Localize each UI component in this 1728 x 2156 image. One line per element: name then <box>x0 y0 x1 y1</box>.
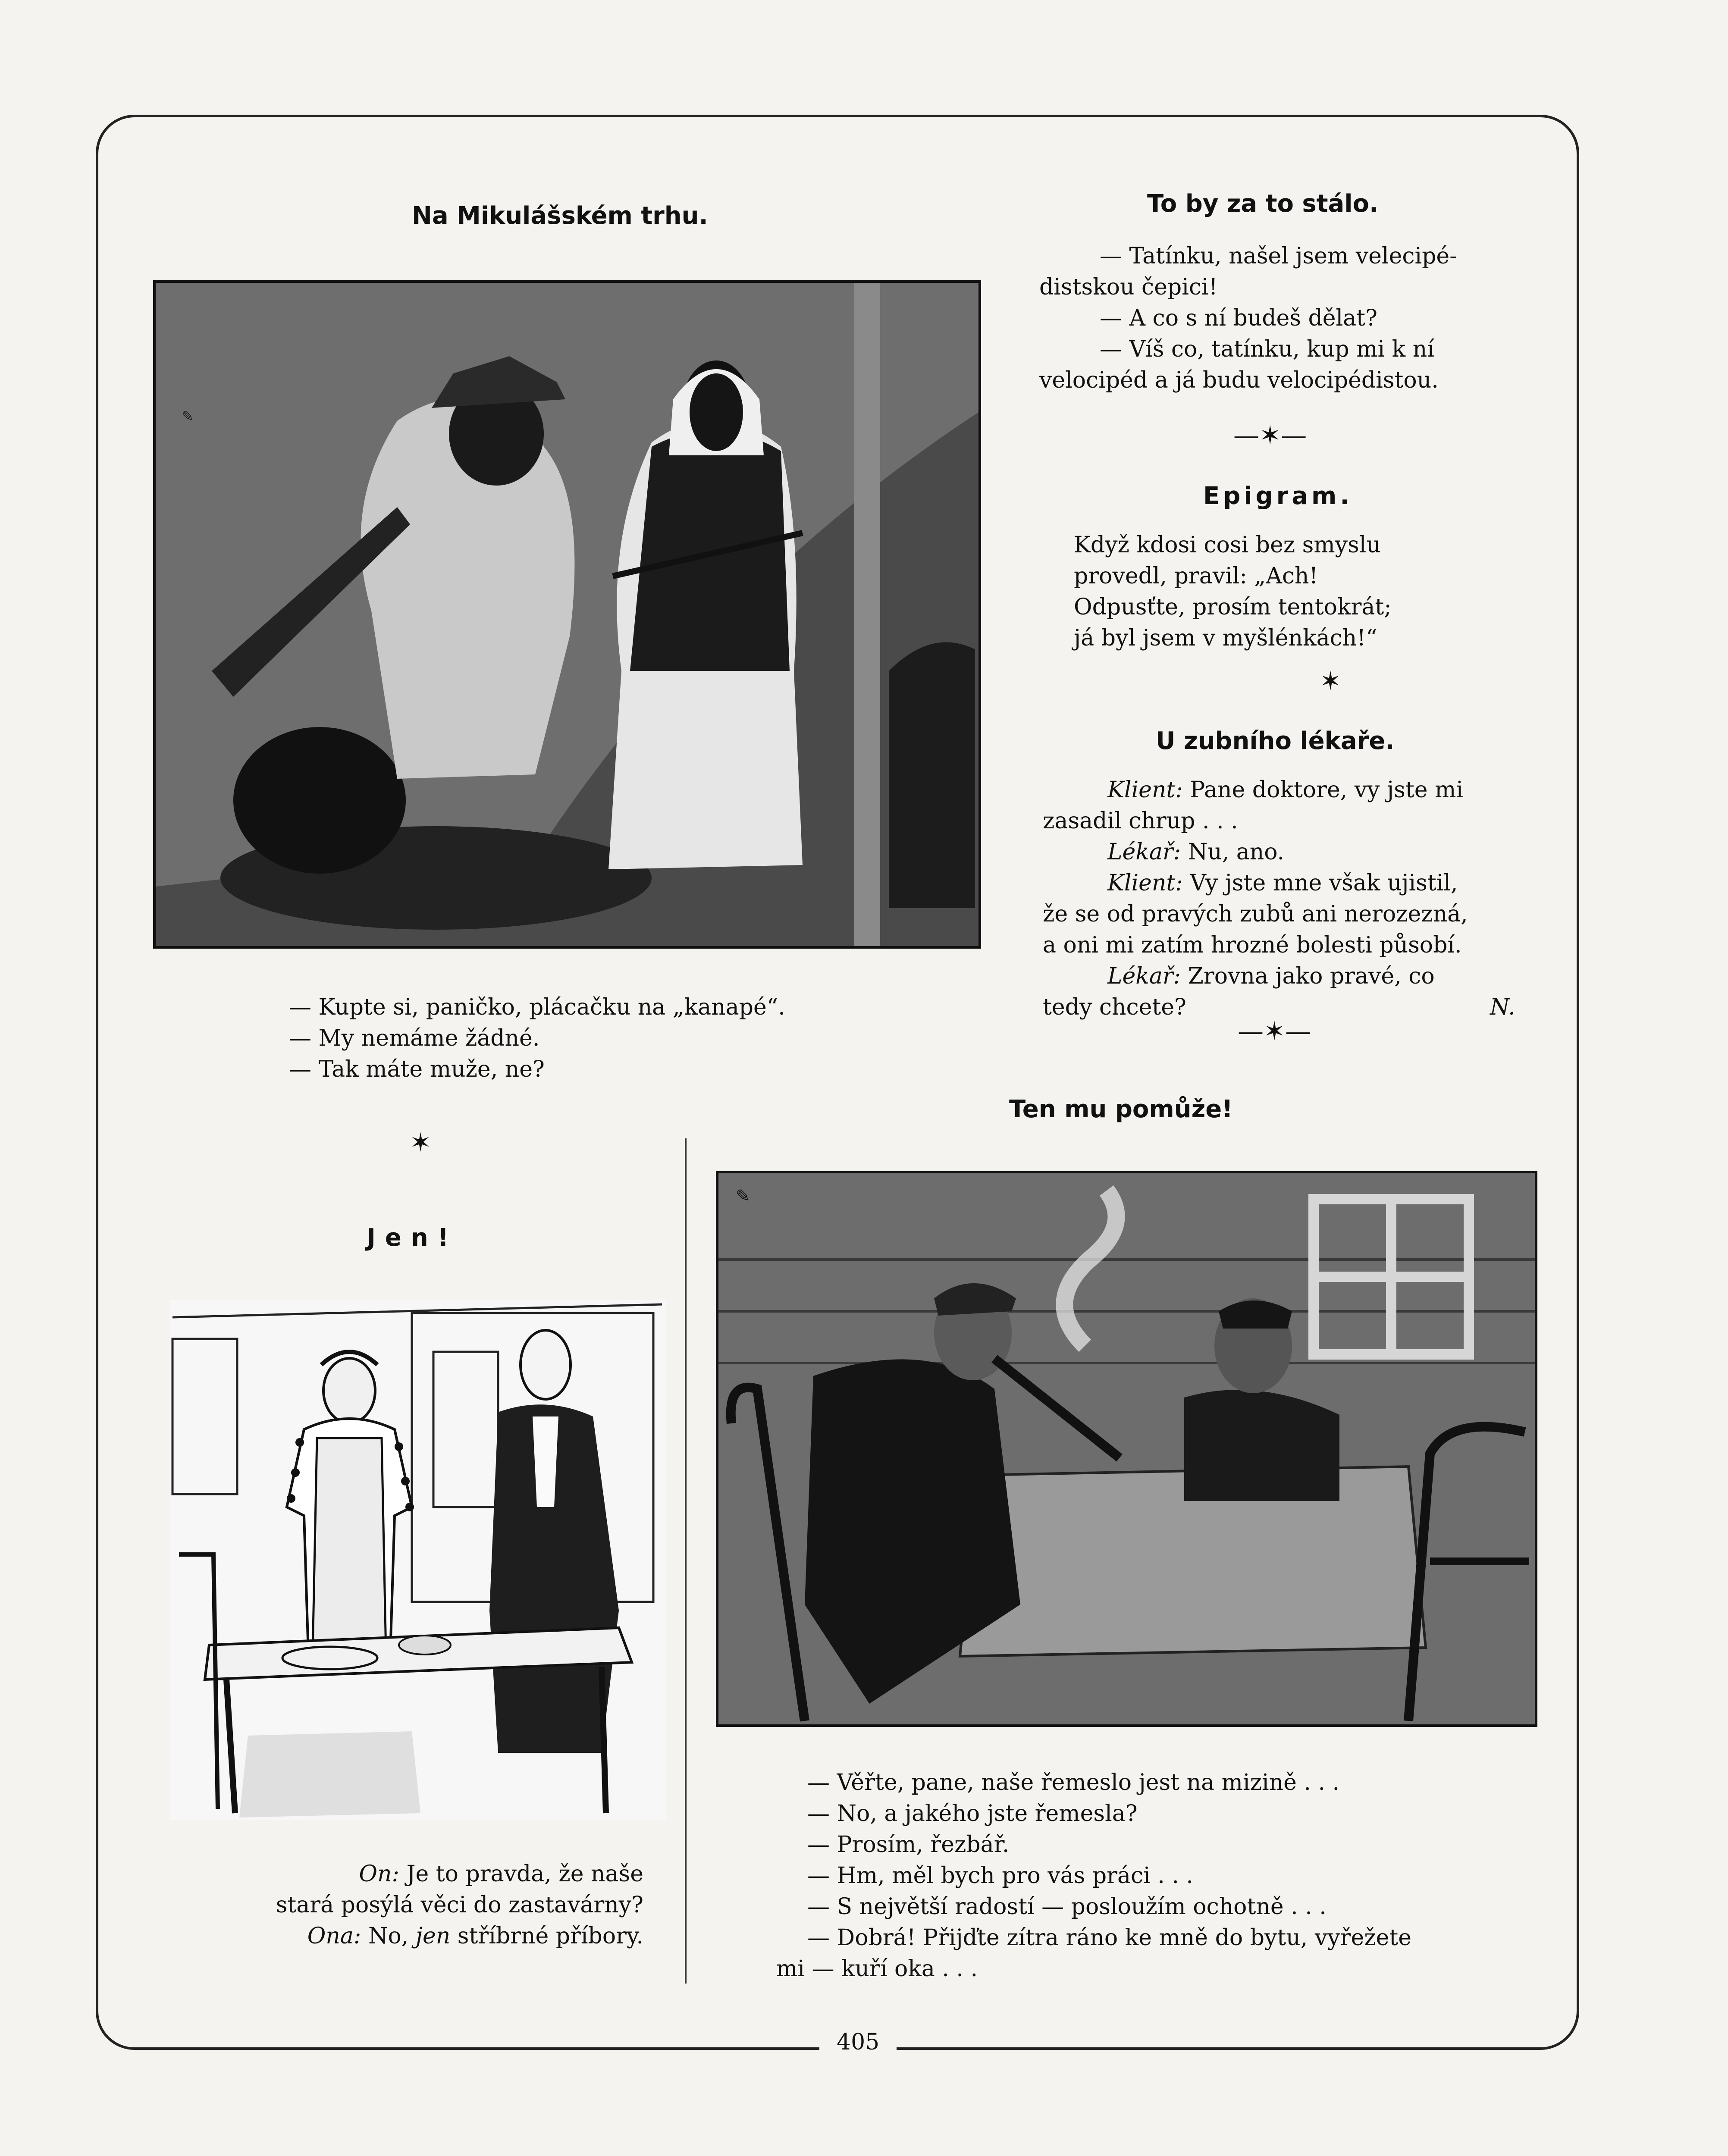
dialogue-line: — A co s ní budeš dělat? <box>1100 305 1377 331</box>
illustration-maid-and-gentleman <box>170 1300 666 1820</box>
illustration-market <box>153 280 981 949</box>
dialogue-text: Nu, ano. <box>1188 839 1285 865</box>
author-signature: N. <box>1490 994 1515 1020</box>
dialogue-text: No, <box>368 1923 409 1949</box>
dialogue-text: Je to pravda, že naše <box>406 1861 643 1887</box>
dialogue-text: Vy jste mne však ujistil, <box>1190 870 1458 896</box>
title-to-by-za-to-stalo: To by za to stálo. <box>1147 190 1379 218</box>
dialogue-text: stříbrné příbory. <box>457 1923 643 1949</box>
title-jen: Jen! <box>367 1224 458 1252</box>
dialogue-line: — My nemáme žádné. <box>289 1025 540 1051</box>
dialogue-jen <box>195 1858 643 1952</box>
dialogue-line: — No, a jakého jste řemesla? <box>807 1801 1138 1827</box>
poem-line: Když kdosi cosi bez smyslu <box>1074 532 1381 558</box>
title-zubni-lekar: U zubního lékaře. <box>1156 727 1395 755</box>
poem-line: já byl jsem v myšlénkách!“ <box>1074 625 1377 651</box>
title-epigram: Epigram. <box>1203 482 1353 510</box>
dialogue-line: — Dobrá! Přijďte zítra ráno ke mně do bytu, vyřežete <box>807 1925 1412 1951</box>
dialogue-line: — Hm, měl bych pro vás práci . . . <box>807 1863 1193 1889</box>
dialogue-text: zasadil chrup . . . <box>1043 808 1238 834</box>
dialogue-text: tedy chcete? <box>1043 994 1186 1020</box>
dialogue-velociped <box>1039 241 1457 396</box>
dialogue-text: Pane doktore, vy jste mi <box>1190 777 1464 803</box>
footer-gap-left <box>129 2044 793 2046</box>
dialogue-text: Zrovna jako pravé, co <box>1188 963 1435 989</box>
page-number: 405 <box>819 2027 897 2058</box>
dialogue-line: — Kupte si, paničko, plácačku na „kanapé“. <box>289 994 785 1020</box>
speaker: Klient: <box>1107 870 1183 896</box>
market-scene-drawing <box>156 283 978 946</box>
illustration-pipe-smokers <box>716 1171 1537 1727</box>
star-divider: —✶— <box>1238 1016 1311 1047</box>
speaker: On: <box>359 1861 400 1887</box>
tavern-scene-drawing <box>718 1173 1535 1724</box>
poem-line: Odpusťte, prosím tentokrát; <box>1074 594 1392 620</box>
title-ten-mu-pomuze: Ten mu pomůže! <box>1009 1095 1233 1123</box>
dialogue-line: — Víš co, tatínku, kup mi k ní <box>1100 336 1434 362</box>
star-divider: ✶ <box>410 1128 432 1158</box>
title-mikulas: Na Mikulášském trhu. <box>412 202 708 230</box>
speaker: Lékař: <box>1107 963 1181 989</box>
speaker: Ona: <box>307 1923 361 1949</box>
dialogue-line: distskou čepici! <box>1039 274 1218 300</box>
speaker: Klient: <box>1107 777 1183 803</box>
dialogue-text: stará posýlá věci do zastavárny? <box>276 1892 643 1918</box>
dialogue-rezbar <box>776 1767 1411 1984</box>
dialogue-mikulas <box>289 992 785 1085</box>
speaker: Lékař: <box>1107 839 1181 865</box>
dialogue-line: — S největší radostí — posloužím ochotně . . . <box>807 1894 1327 1920</box>
epigram-poem <box>1074 530 1392 654</box>
dialogue-line: — Tak máte muže, ne? <box>289 1056 545 1082</box>
emphasis: jen <box>415 1923 451 1949</box>
artist-signature-market: ✎ <box>182 408 194 425</box>
dialogue-line: — Věřte, pane, naše řemeslo jest na mizině . . . <box>807 1770 1340 1796</box>
dialogue-text: a oni mi zatím hrozné bolesti působí. <box>1043 932 1462 958</box>
kitchen-scene-drawing <box>170 1300 666 1820</box>
dialogue-line: mi — kuří oka . . . <box>776 1956 978 1982</box>
dialogue-dentist <box>1043 774 1468 1023</box>
poem-line: provedl, pravil: „Ach! <box>1074 563 1318 589</box>
dialogue-text: že se od pravých zubů ani nerozezná, <box>1043 901 1468 927</box>
star-divider: ✶ <box>1320 666 1342 696</box>
dialogue-line: velocipéd a já budu velocipédistou. <box>1039 367 1439 393</box>
dialogue-line: — Prosím, řezbář. <box>807 1832 1010 1858</box>
artist-signature-tavern: ✎ <box>736 1186 750 1206</box>
column-divider <box>685 1138 687 1984</box>
star-divider: —✶— <box>1233 420 1307 451</box>
dialogue-line: — Tatínku, našel jsem velecipé- <box>1100 243 1457 269</box>
